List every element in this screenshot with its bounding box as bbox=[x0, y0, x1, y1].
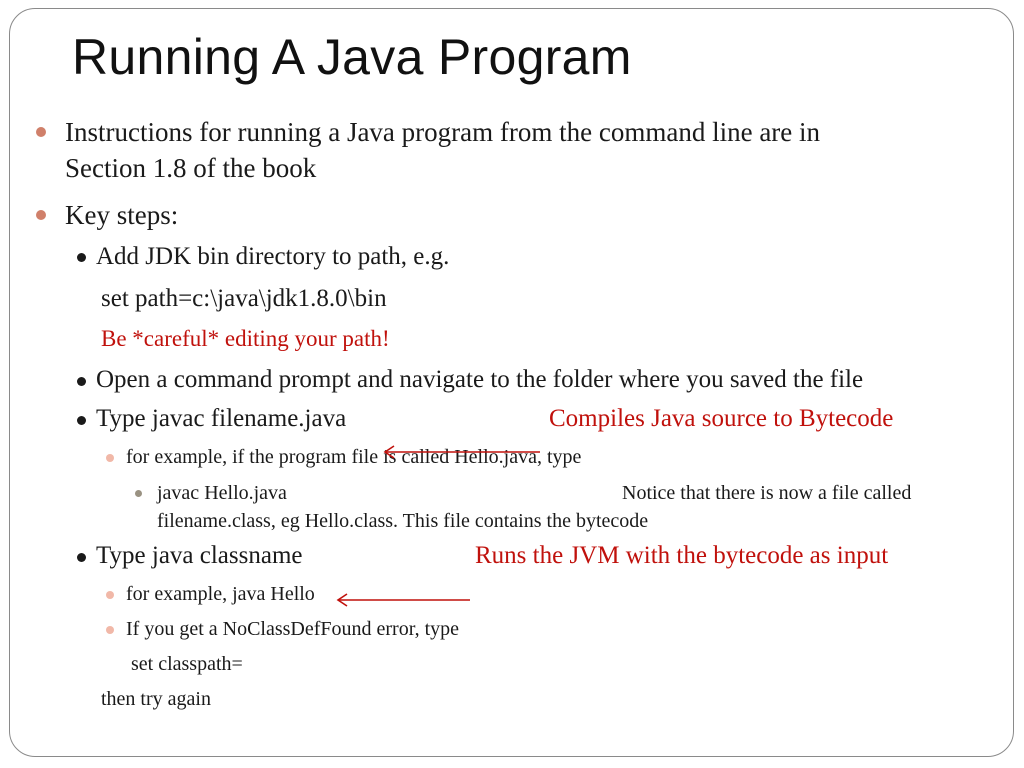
step-javac-notice-line1: Notice that there is now a file called bbox=[622, 482, 912, 504]
bullet-dot bbox=[36, 127, 46, 137]
step-java-error: If you get a NoClassDefFound error, type bbox=[126, 618, 460, 640]
step-java-run-note: Runs the JVM with the bytecode as input bbox=[475, 542, 889, 569]
step-javac-note: Compiles Java source to Bytecode bbox=[549, 405, 894, 432]
bullet-dot bbox=[77, 377, 86, 386]
bullet-dot bbox=[106, 591, 114, 599]
bullet-dot bbox=[77, 253, 86, 262]
bullet-dot bbox=[106, 626, 114, 634]
bullet-dot bbox=[36, 210, 46, 220]
step-add-jdk-command: set path=c:\java\jdk1.8.0\bin bbox=[101, 285, 387, 312]
step-add-jdk: Add JDK bin directory to path, e.g. bbox=[96, 243, 450, 270]
step-add-jdk-warning: Be *careful* editing your path! bbox=[101, 326, 390, 351]
step-javac-command: javac Hello.java bbox=[157, 482, 287, 504]
step-java-example: for example, java Hello bbox=[126, 583, 315, 605]
step-javac-example: for example, if the program file is called Hello.java, type bbox=[126, 446, 582, 468]
step-java-error-command: set classpath= bbox=[131, 653, 243, 675]
step-javac: Type javac filename.java bbox=[96, 405, 347, 432]
bullet-dot bbox=[77, 416, 86, 425]
bullet-dot bbox=[77, 553, 86, 562]
bullet-key-steps: Key steps: bbox=[65, 200, 179, 230]
slide-title: Running A Java Program bbox=[72, 29, 632, 85]
step-java-run: Type java classname bbox=[96, 542, 303, 569]
bullet-instructions-line1: Instructions for running a Java program from the command line are in bbox=[65, 117, 821, 147]
step-open-prompt: Open a command prompt and navigate to the folder where you saved the file bbox=[96, 366, 864, 393]
step-javac-notice-line2: filename.class, eg Hello.class. This file contains the bytecode bbox=[157, 510, 649, 532]
bullet-dot bbox=[106, 454, 114, 462]
bullet-dot bbox=[135, 490, 142, 497]
step-java-retry: then try again bbox=[101, 688, 211, 710]
bullet-instructions-line2: Section 1.8 of the book bbox=[65, 153, 317, 183]
